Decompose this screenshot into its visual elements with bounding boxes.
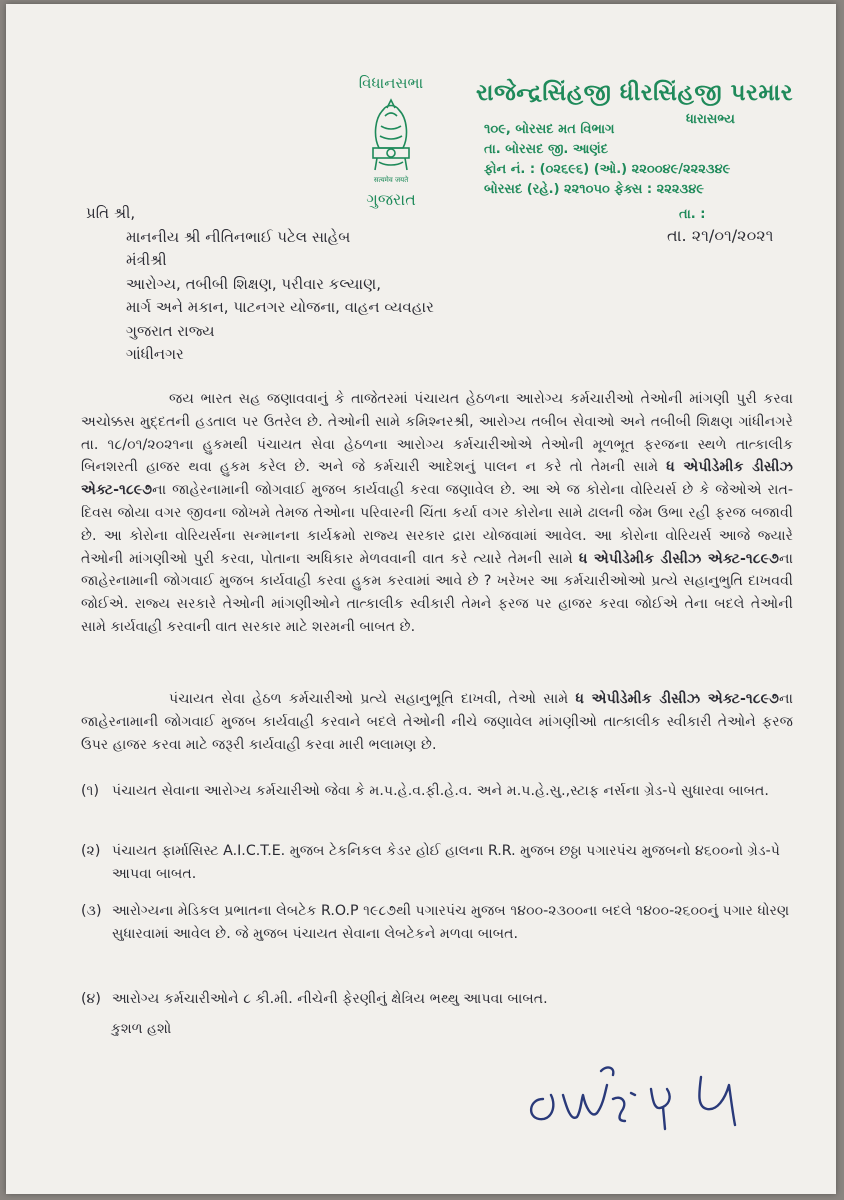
recipient-block [86,202,434,367]
residence-line: બોરસદ (રહે.) ૨૨૧૦૫૦ ફેક્સ : ૨૨૨૩૪૯ [484,182,704,197]
phone-line: ફોન નં. : (૦૨૬૯૬) (ઓ.) ૨૨૦૦૪૯/૨૨૨૩૪૯ [484,162,731,177]
demand-number: (૩) [81,903,102,919]
demand-item [81,780,793,803]
emblem-motto: सत्यमेव जयते [373,176,409,184]
recipient-title: મંત્રીશ્રી [126,251,167,269]
p2-text-a: પંચાયત સેવા હેઠળ કર્મચારીઓ પ્રત્યે સહાનુભૂતિ દાખવી, તેઓ સામે [169,691,569,707]
demand-number: (૪) [81,991,101,1007]
demand-text: આરોગ્ય કર્મચારીઓને ૮ કી.મી. નીચેની ફેરણીનું ક્ષેત્રિય ભથ્થુ આપવા બાબત. [112,991,548,1007]
letter-page [6,4,836,1194]
recipient-city: ગાંધીનગર [126,345,184,363]
date-label: તા. : [679,207,706,222]
p1-act-name-1: ધ એપીડેમીક ડીસીઝ એક્ટ-૧૮૯૭ [81,459,794,499]
emblem-label-top: વિધાનસભા [358,74,424,92]
address-line: ૧૦૯, બોરસદ મત વિભાગ [484,122,615,137]
p1-text-b: ના જાહેરનામાની જોગવાઈ મુજબ કાર્યવાહી કરવા જણાવેલ છે. આ એ જ કોરોના વોરિયર્સ છે કે જેઓએ રાત-દિવસ જોયા વગર જીવના જોખમે તેમજ તેઓના પરિવારની ચિંતા કર્યા વગર કોરોના સામે ઢાલની જેમ ઉભા રહી ફરજ બજાવી છે. આ કોરોના વોરિયર્સના સન્માનના કાર્યક્રમો રાજ્ય સરકાર દ્રારા યોજવામાં આવેલ. આ કોરોના વોરિયર્સ આજે જ્યારે તેઓની માંગણીઓ પુરી કરવા, પોતાના અધિકાર મેળવવાની વાત કરે ત્યારે તેમની સામે [81,482,793,567]
lion-capital-icon [359,96,423,188]
recipient-state: ગુજરાત રાજ્ય [126,321,215,340]
p2-text-b: ના જાહેરનામાની જોગવાઈ મુજબ કાર્યવાહી કરવાને બદલે તેઓની નીચે જણાવેલ માંગણીઓ તાત્કાલીક સ્વીકારી તેઓને ફરજ ઉપર હાજર કરવા માટે જરૂરી કાર્યવાહી કરવા મારી ભલામણ છે. [81,691,793,753]
demand-item [81,900,793,945]
p1-text-a: જય ભારત સહ જણાવવાનું કે તાજેતરમાં પંચાયત હેઠળના આરોગ્ય કર્મચારીઓ તેઓની માંગણી પુરી કરવા અચોક્કસ મુદ્દતની હડતાલ પર ઉતરેલ છે. તેઓની સામે કમિશ્નરશ્રી, આરોગ્ય તબીબ સેવાઓ અને તબીબી શિક્ષણ ગાંધીનગરે તા. ૧૮/૦૧/૨૦૨૧ના હુકમથી પંચાયત સેવા હેઠળના આરોગ્ય કર્મચારીઓએ તેઓની મૂળભૂત ફરજના સ્થળે તાત્કાલીક બિનશરતી હાજર થવા હુકમ કરેલ છે. અને જે કર્મચારી આદેશનું પાલન ન કરે તો તેમની સામે [81,391,793,476]
letterhead [476,80,793,106]
demand-text: પંચાયત ફાર્માસિસ્ટ A.I.C.T.E. મુજબ ટેકનિકલ કેડર હોઈ હાલના R.R. મુજબ છઠ્ઠા પગારપંચ મુજબનો ૪૬૦૦નો ગ્રેડ-પે આપવા બાબત. [112,843,780,882]
emblem-label-bottom: ગુજરાત [366,190,416,209]
sender-address [484,120,730,200]
demand-text: આરોગ્યના મેડિકલ પ્રભાતના લેબટેક R.O.P ૧૯૮૭થી પગારપંચ મુજબ ૧૪૦૦-૨૩૦૦ના બદલે ૧૪૦૦-૨૬૦૦નું પગાર ધોરણ સુધારવામાં આવેલ છે. જે મુજબ પંચાયત સેવાના લેબટેકને મળવા બાબત. [112,903,790,942]
p2-act-name: ધ એપીડેમીક ડીસીઝ એક્ટ-૧૮૯૭ [575,691,779,707]
letter-date: તા. ૨૧/૦૧/૨૦૨૧ [667,226,774,245]
p1-act-name-2: ધ એપીડેમીક ડીસીઝ એક્ટ-૧૮૯૭ [578,550,779,567]
recipient-dept-2: માર્ગ અને મકાન, પાટનગર યોજના, વાહન વ્યવહાર [126,298,434,316]
sender-name: રાજેન્દ્રસિંહજી ધીરસિંહજી પરમાર [476,80,794,106]
sender-designation: ધારાસભ્ય [686,112,735,127]
body-paragraph-2 [81,688,793,756]
closing-line: કુશળ હશો [111,1021,172,1037]
body-paragraph-1 [81,388,793,639]
recipient-name: માનનીય શ્રી નીતિનભાઈ પટેલ સાહેબ [126,227,351,246]
demand-text: પંચાયત સેવાના આરોગ્ય કર્મચારીઓ જેવા કે મ.પ.હે.વ.ફી.હે.વ. અને મ.પ.હે.સુ.,સ્ટાફ નર્સના ગ્રેડ-પે સુધારવા બાબત. [112,783,769,799]
salutation: પ્રતિ શ્રી, [86,204,136,222]
district-line: તા. બોરસદ જી. આણંદ [484,142,609,157]
p1-text-c: ના જાહેરનામાની જોગવાઈ મુજબ કાર્યવાહી કરવા હુકમ કરવામાં આવે છે ? ખરેખર આ કર્મચારીઓઓ પ્રત્યે સહાનુભુતિ દાખવવી જોઈએ. રાજ્ય સરકારે તેઓની માંગણીઓને તાત્કાલીક સ્વીકારી તેમને ફરજ પર હાજર કરવા જોઈએ તેના બદલે તેઓની સામે કાર્યવાહી કરવાની વાત સરકાર માટે શરમની બાબત છે. [81,550,793,635]
signature [521,1059,761,1139]
recipient-dept-1: આરોગ્ય, તબીબી શિક્ષણ, પરીવાર કલ્યાણ, [126,274,381,293]
demand-item [81,988,793,1011]
demand-number: (૨) [81,843,101,859]
demand-number: (૧) [81,783,100,799]
demand-item [81,840,793,885]
